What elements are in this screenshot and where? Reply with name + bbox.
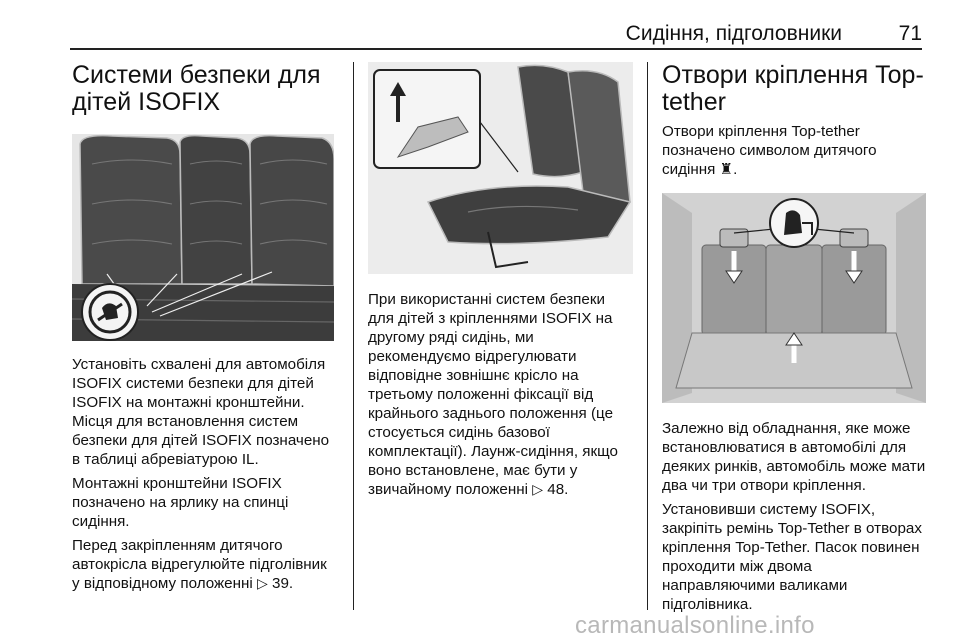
column-divider-1 [353,62,354,610]
watermark: carmanualsonline.info [575,612,815,639]
para-strap-routing: Установивши систему ISOFIX, закріпіть ремінь Top-Tether в отворах кріплення Top-Tether. Пасок повинен проходити між двома направляючими валиками підголівника. [662,501,922,613]
para-install-isofix: Установіть схвалені для автомобіля ISOFIX системи безпеки для дітей ISOFIX на монтажні кронштейни. Місця для встановлення систем безпеки для дітей ISOFIX позначено в таблиці абревіатурою IL. [72,356,330,468]
page-ref-39: 39. [272,575,294,592]
seat-adjust-drawing [368,62,633,274]
heading-isofix: Системи безпеки для дітей ISOFIX [72,61,321,116]
child-seat-icon: ♜. [719,161,738,178]
column-top-tether [662,62,926,619]
para-second-row-recommendation: При використанні систем безпеки для дітей з кріпленнями ISOFIX на другому ряді сидінь, ми рекомендуємо відрегулювати відповідне зовнішнє крісло на третьому положенні фіксації від крайнього заднього положення (це стосується сидінь базової комплектації). Лаунж-сидіння, якщо воно встановлене, має бути у звичайному положенні ▷ 48. [368,291,618,498]
para-headrest-adjust: Перед закріпленням дитячого автокрісла відрегулюйте підголівник у відповідному положенні ▷ 39. [72,537,327,592]
heading-top-tether: Отвори кріплення Top- tether [662,61,924,116]
column-recommendation [368,62,633,504]
page-ref-icon: ▷ [257,575,268,591]
page-ref-icon: ▷ [532,481,544,497]
page-ref-48: 48. [547,481,569,498]
trunk-drawing [662,193,926,403]
column-divider-2 [647,62,648,610]
column-isofix [72,62,334,598]
para-brackets-label: Монтажні кронштейни ISOFIX позначено на ярлику на спинці сидіння. [72,475,289,530]
top-tether-illustration [662,193,926,403]
page-header [70,0,922,50]
para-anchor-count: Залежно від обладнання, яке може встановлюватися в автомобілі для деяких ринків, автомобіль може мати два чи три отвори кріплення. [662,420,926,494]
section-title: Сидіння, підголовники [625,22,842,45]
seat-adjust-illustration [368,62,633,274]
header-rule [70,48,922,50]
para-top-tether-symbol: Отвори кріплення Top-tether позначено символом дитячого сидіння ♜. [662,123,877,178]
rear-seats-drawing [72,134,334,341]
page-number: 71 [898,22,922,45]
isofix-seats-illustration [72,134,334,341]
